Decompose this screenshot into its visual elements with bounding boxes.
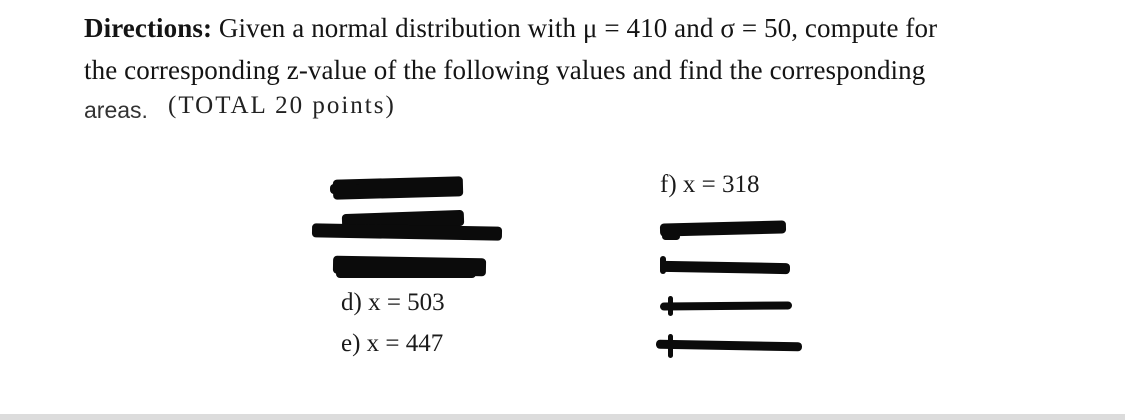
redaction-item-c-low	[336, 270, 476, 278]
redaction-item-b	[312, 223, 502, 240]
clipped-total-text	[168, 90, 396, 119]
directions-label: Directions:	[84, 13, 213, 43]
redaction-item-i-stem	[668, 296, 673, 316]
bottom-divider	[0, 414, 1125, 420]
directions-line-1-text: Given a normal distribution with μ = 410 and σ = 50, compute for	[212, 13, 938, 43]
item-f: f) x = 318	[660, 171, 760, 198]
item-d: d) x = 503	[341, 289, 445, 316]
directions-areas-word: areas.	[84, 97, 148, 123]
redaction-item-h	[660, 261, 790, 274]
clipped-total-text-content: (TOTAL 20 points)	[168, 92, 396, 119]
directions-line-2: the corresponding z-value of the following values and find the corresponding	[84, 55, 926, 85]
directions-line-1	[84, 13, 937, 44]
redaction-item-j-stem	[668, 334, 673, 358]
redaction-item-a-tail	[330, 184, 360, 194]
item-e: e) x = 447	[341, 330, 444, 357]
redaction-item-h-stem	[660, 256, 666, 274]
redaction-item-g-hook	[662, 233, 680, 240]
redaction-item-i	[660, 301, 792, 310]
redaction-item-j	[656, 340, 802, 352]
